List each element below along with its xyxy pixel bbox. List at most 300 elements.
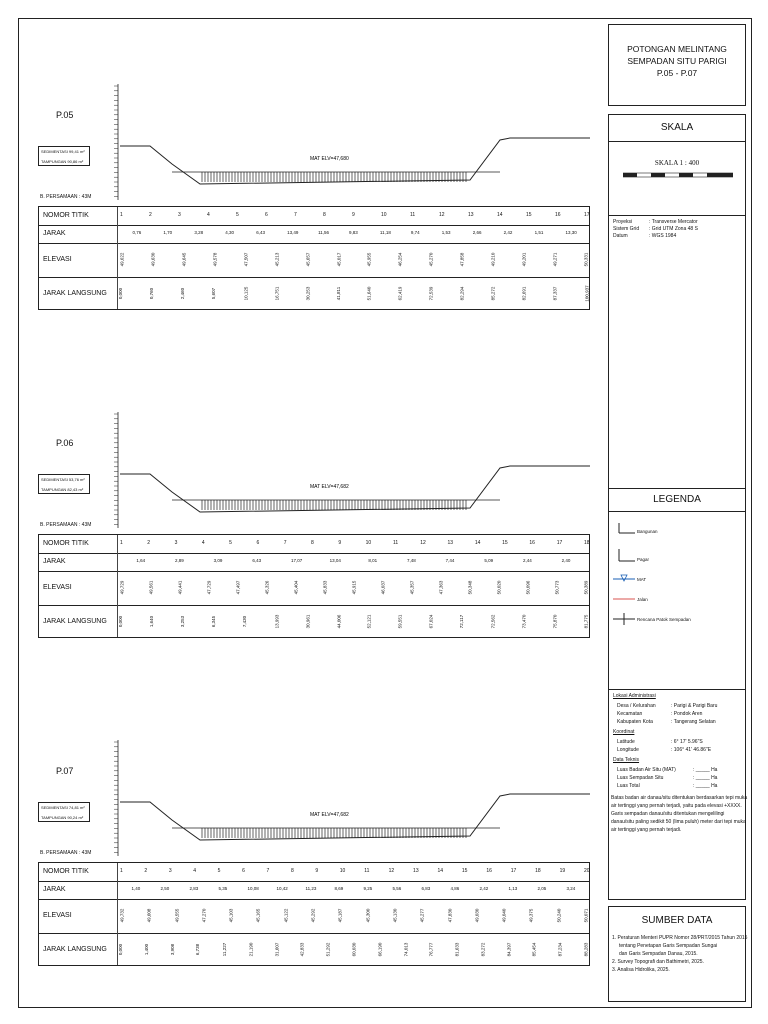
jarak-langsung-value: 87,234 bbox=[557, 942, 563, 957]
jarak-langsung-value: 44,006 bbox=[335, 614, 341, 629]
jarak-value: 13,30 bbox=[565, 230, 577, 235]
elevasi-value: 46,037 bbox=[380, 580, 386, 595]
point-number: 4 bbox=[193, 868, 197, 874]
elevasi-value: 49,441 bbox=[177, 580, 183, 595]
jarak-langsung-value: 72,539 bbox=[428, 286, 434, 301]
table-row-label: JARAK LANGSUNG bbox=[43, 618, 107, 625]
jarak-value: 11,56 bbox=[318, 230, 329, 235]
elevasi-value: 49,030 bbox=[474, 908, 480, 923]
jarak-langsung-value: 73,470 bbox=[521, 614, 527, 629]
jarak-langsung-value: 60,030 bbox=[351, 942, 357, 957]
point-number: 3 bbox=[178, 212, 181, 218]
elevasi-value: 46,254 bbox=[397, 252, 403, 267]
title-block bbox=[608, 24, 746, 106]
section-name: P.07 bbox=[56, 766, 74, 776]
table-row-label: ELEVASI bbox=[43, 256, 72, 263]
mat-label: MAT ELV=47,680 bbox=[310, 156, 349, 162]
point-number: 14 bbox=[497, 212, 503, 218]
jarak-value: 2,42 bbox=[479, 886, 489, 891]
source-header: SUMBER DATA bbox=[641, 915, 713, 926]
elevasi-value: 49,630 bbox=[150, 252, 156, 267]
elevasi-value: 45,915 bbox=[351, 580, 357, 595]
jarak-value: 7,44 bbox=[445, 558, 455, 563]
jarak-value: 11,23 bbox=[305, 886, 317, 891]
legend-divider bbox=[609, 689, 745, 690]
jarak-value: 1,13 bbox=[508, 886, 518, 891]
jarak-value: 1,51 bbox=[534, 230, 544, 235]
table-row-label: JARAK bbox=[43, 558, 66, 565]
jarak-langsung-value: 85,454 bbox=[531, 942, 537, 957]
note-line-4: danau/situ paling sedikit 50 (lima puluh) meter dari tepi muka bbox=[611, 819, 746, 825]
point-number: 8 bbox=[290, 868, 294, 874]
legend-block bbox=[608, 488, 746, 900]
point-number: 2 bbox=[147, 540, 151, 546]
point-number: 18 bbox=[584, 540, 590, 546]
jarak-value: 3,28 bbox=[194, 230, 204, 235]
elevasi-value: 49,210 bbox=[490, 252, 496, 267]
note-line-2: air tertinggi yang pernah terjadi, yaitu pada elevasi +XXXX. bbox=[611, 803, 742, 809]
table-row-divider bbox=[39, 933, 589, 934]
scale-header: SKALA bbox=[609, 115, 745, 142]
table-row-divider bbox=[39, 225, 589, 226]
jarak-value: 10,42 bbox=[276, 886, 288, 891]
lon-value: : 106° 41' 46.86"E bbox=[671, 747, 712, 753]
elevasi-value: 50,389 bbox=[583, 580, 589, 595]
elevasi-value: 45,017 bbox=[335, 252, 341, 267]
table-row-divider bbox=[39, 899, 589, 900]
jarak-langsung-value: 30,961 bbox=[304, 614, 310, 629]
table-row-label: ELEVASI bbox=[43, 912, 72, 919]
source-line-1: 1. Peraturan Menteri PUPR Nomor 28/PRT/2015 Tahun 2015 bbox=[612, 935, 748, 941]
area-summary bbox=[38, 474, 90, 494]
elevasi-value: 50,071 bbox=[583, 908, 589, 923]
section-table bbox=[38, 862, 590, 966]
jarak-value: 1,70 bbox=[163, 230, 173, 235]
mat-label: MAT ELV=47,682 bbox=[310, 812, 349, 818]
point-number: 12 bbox=[388, 868, 395, 874]
jarak-langsung-value: 3,253 bbox=[179, 615, 185, 628]
elevasi-value: 45,213 bbox=[274, 252, 280, 267]
jarak-value: 9,25 bbox=[363, 886, 373, 891]
jarak-value: 2,66 bbox=[472, 230, 482, 235]
sedimentasi-value: SEDIMENTASI 99,41 m² bbox=[41, 149, 85, 154]
title-line-1: POTONGAN MELINTANG bbox=[627, 44, 727, 54]
point-number: 11 bbox=[364, 868, 370, 874]
jarak-langsung-value: 83,272 bbox=[480, 942, 486, 957]
point-number: 3 bbox=[174, 540, 178, 546]
elevasi-value: 45,103 bbox=[228, 908, 234, 923]
elevasi-value: 47,830 bbox=[446, 908, 452, 923]
elevasi-value: 50,348 bbox=[467, 580, 473, 595]
point-number: 1 bbox=[120, 540, 123, 546]
jarak-langsung-value: 62,419 bbox=[397, 286, 403, 301]
jarak-value: 0,76 bbox=[132, 230, 142, 235]
table-row-divider bbox=[39, 553, 589, 554]
point-number: 1 bbox=[120, 212, 123, 218]
point-number: 20 bbox=[584, 868, 590, 874]
point-number: 10 bbox=[365, 540, 372, 546]
jarak-value: 11,18 bbox=[379, 230, 391, 235]
point-number: 12 bbox=[420, 540, 426, 546]
elevasi-value: 45,122 bbox=[283, 908, 289, 923]
jarak-langsung-value: 2,460 bbox=[179, 287, 185, 300]
note-line-1: Batas badan air danau/situ ditentukan berdasarkan tepi muka bbox=[611, 795, 748, 801]
source-line-3: dan Garis Sempadan Danau, 2015. bbox=[619, 951, 698, 957]
note-line-5: air tertinggi yang pernah terjadi. bbox=[611, 827, 682, 833]
lon-label: Longitude bbox=[617, 747, 639, 753]
total-area-value: : _____ Ha bbox=[693, 783, 718, 789]
table-row-divider bbox=[39, 881, 589, 882]
scale-bar bbox=[623, 171, 733, 179]
point-number: 2 bbox=[149, 212, 152, 218]
legend-bangunan: Bangunan bbox=[637, 529, 658, 534]
jarak-langsung-value: 41,811 bbox=[335, 286, 341, 301]
source-line-4: 2. Survey Topografi dan Bathimetri, 2025. bbox=[612, 959, 704, 965]
jarak-value: 4,86 bbox=[450, 886, 460, 891]
elevasi-value: 50,096 bbox=[525, 580, 531, 595]
jarak-value: 3,24 bbox=[566, 886, 576, 891]
point-number: 10 bbox=[381, 212, 387, 218]
elevasi-value: 45,165 bbox=[255, 908, 261, 923]
title-line-2: SEMPADAN SITU PARIGI bbox=[627, 56, 727, 66]
jarak-langsung-value: 13,993 bbox=[274, 614, 280, 629]
legend-mat: MAT bbox=[637, 577, 647, 582]
koordinat-title: Koordinat bbox=[613, 729, 635, 735]
jarak-langsung-value: 74,013 bbox=[402, 942, 408, 957]
jarak-value: 9,83 bbox=[349, 230, 358, 235]
mat-area-value: : _____ Ha bbox=[693, 767, 718, 773]
elevasi-value: 47,363 bbox=[438, 580, 444, 595]
section-table bbox=[38, 206, 590, 310]
jarak-langsung-value: 10,125 bbox=[243, 286, 249, 301]
jarak-langsung-value: 76,777 bbox=[428, 942, 434, 957]
grid-value: : Grid UTM Zona 48 S bbox=[649, 226, 698, 232]
point-number: 5 bbox=[217, 868, 221, 874]
elevasi-value: 49,732 bbox=[119, 908, 125, 923]
point-number: 18 bbox=[535, 868, 541, 874]
tampungan-value: TAMPUNGAN 82,43 m² bbox=[41, 487, 84, 492]
scale-divider bbox=[609, 215, 745, 216]
mat-label: MAT ELV=47,682 bbox=[310, 484, 349, 490]
jarak-langsung-value: 84,397 bbox=[506, 942, 512, 957]
section-profile bbox=[90, 408, 590, 538]
jarak-langsung-value: 85,272 bbox=[490, 286, 496, 301]
jarak-value: 1,53 bbox=[441, 230, 451, 235]
point-number: 9 bbox=[315, 868, 319, 874]
elevasi-value: 45,404 bbox=[293, 580, 299, 595]
kec-value: : Pondok Aren bbox=[671, 711, 703, 717]
point-number: 16 bbox=[555, 212, 561, 218]
point-number: 14 bbox=[437, 868, 444, 874]
jarak-value: 2,42 bbox=[503, 230, 513, 235]
legend-patok: Rencana Patok Sempadan bbox=[637, 617, 691, 622]
jarak-langsung-value: 30,253 bbox=[304, 286, 310, 301]
elevasi-value: 45,292 bbox=[310, 908, 316, 923]
grid-label: Sistem Grid bbox=[613, 226, 640, 232]
sempadan-area-value: : _____ Ha bbox=[693, 775, 718, 781]
elevasi-value: 50,020 bbox=[496, 580, 502, 595]
jarak-langsung-value: 0,000 bbox=[118, 615, 124, 628]
elevasi-value: 50,331 bbox=[583, 252, 589, 267]
jarak-value: 8,01 bbox=[368, 558, 378, 563]
jarak-langsung-value: 81,775 bbox=[583, 614, 589, 629]
jarak-langsung-value: 1,400 bbox=[143, 943, 149, 956]
elevasi-value: 47,507 bbox=[243, 252, 249, 267]
elevasi-value: 47,270 bbox=[201, 908, 207, 923]
jarak-langsung-value: 5,607 bbox=[210, 287, 216, 300]
elevasi-value: 49,201 bbox=[521, 252, 527, 267]
tampungan-value: TAMPUNGAN 90,24 m² bbox=[41, 815, 84, 820]
lokasi-title: Lokasi Administrasi bbox=[613, 693, 656, 699]
jarak-value: 8,69 bbox=[334, 886, 344, 891]
jarak-value: 7,48 bbox=[407, 558, 416, 563]
title-line-3: P.05 - P.07 bbox=[656, 68, 698, 78]
lat-label: Latitude bbox=[617, 739, 635, 745]
point-number: 4 bbox=[207, 212, 210, 218]
total-area-label: Luas Total bbox=[617, 783, 640, 789]
table-row-label: ELEVASI bbox=[43, 584, 72, 591]
section-profile bbox=[90, 80, 590, 210]
point-number: 5 bbox=[236, 212, 239, 218]
elevasi-value: 50,773 bbox=[554, 580, 560, 595]
table-row-label: NOMOR TITIK bbox=[43, 540, 89, 547]
elevasi-value: 49,608 bbox=[146, 908, 152, 923]
point-number: 1 bbox=[120, 868, 123, 874]
jarak-langsung-value: 66,190 bbox=[377, 942, 383, 957]
datum-label: Datum bbox=[613, 233, 628, 239]
elevasi-value: 47,497 bbox=[235, 580, 241, 595]
jarak-value: 6,43 bbox=[252, 558, 262, 563]
jarak-value: 2,05 bbox=[537, 886, 547, 891]
kab-label: Kabupaten Kota bbox=[617, 719, 653, 725]
elevasi-value: 45,657 bbox=[304, 252, 310, 267]
elevasi-value: 49,555 bbox=[173, 908, 179, 923]
projection-value: : Transverse Mercator bbox=[649, 219, 698, 225]
jarak-langsung-value: 82,691 bbox=[521, 286, 527, 301]
legend-header: LEGENDA bbox=[609, 489, 745, 512]
table-row-label: JARAK LANGSUNG bbox=[43, 946, 107, 953]
legend-jalan: Jalan bbox=[637, 597, 648, 602]
elevasi-value: 49,622 bbox=[119, 252, 125, 267]
elevasi-value: 49,271 bbox=[552, 252, 558, 267]
jarak-value: 2,89 bbox=[175, 558, 184, 563]
lat-value: : 6° 17' 5.96"S bbox=[671, 739, 703, 745]
desa-value: : Parigi & Parigi Baru bbox=[671, 703, 718, 709]
elevasi-value: 47,858 bbox=[459, 252, 465, 267]
jarak-langsung-value: 75,870 bbox=[552, 614, 558, 629]
scale-ratio: SKALA 1 : 400 bbox=[654, 159, 700, 167]
elevasi-value: 45,187 bbox=[337, 908, 343, 923]
jarak-value: 4,30 bbox=[225, 230, 235, 235]
point-number: 6 bbox=[256, 540, 260, 546]
jarak-value: 6,43 bbox=[256, 230, 265, 235]
legend-symbols bbox=[611, 519, 641, 659]
persamaan-label: B. PERSAMAAN : 43M bbox=[40, 850, 92, 856]
point-number: 17 bbox=[556, 540, 563, 546]
table-row-divider bbox=[39, 605, 589, 606]
jarak-langsung-value: 52,121 bbox=[366, 614, 372, 629]
table-row-label: NOMOR TITIK bbox=[43, 868, 89, 875]
jarak-value: 13,49 bbox=[287, 230, 299, 235]
jarak-value: 6,83 bbox=[421, 886, 431, 891]
jarak-langsung-value: 11,227 bbox=[222, 942, 228, 957]
jarak-langsung-value: 42,833 bbox=[299, 942, 305, 957]
table-row-divider bbox=[39, 571, 589, 572]
jarak-langsung-value: 16,751 bbox=[274, 286, 280, 301]
jarak-langsung-value: 51,640 bbox=[366, 286, 372, 301]
persamaan-label: B. PERSAMAAN : 43M bbox=[40, 194, 92, 200]
elevasi-value: 49,375 bbox=[528, 908, 534, 923]
jarak-value: 17,07 bbox=[291, 558, 303, 563]
teknis-title: Data Teknis bbox=[613, 757, 640, 763]
jarak-value: 2,50 bbox=[160, 886, 170, 891]
kec-label: Kecamatan bbox=[617, 711, 643, 717]
point-number: 9 bbox=[338, 540, 342, 546]
point-number: 13 bbox=[413, 868, 419, 874]
elevasi-value: 49,578 bbox=[212, 252, 218, 267]
point-number: 14 bbox=[474, 540, 481, 546]
point-number: 3 bbox=[168, 868, 172, 874]
jarak-value: 2,44 bbox=[523, 558, 532, 563]
legend-pagar: Pagar bbox=[637, 557, 650, 562]
point-number: 2 bbox=[144, 868, 148, 874]
elevasi-value: 45,357 bbox=[409, 580, 415, 595]
scale-block bbox=[608, 114, 746, 490]
jarak-langsung-value: 51,292 bbox=[325, 942, 331, 957]
source-line-2: tentang Penetapan Garis Sempadan Sungai bbox=[619, 943, 718, 949]
point-number: 7 bbox=[294, 212, 297, 218]
desa-label: Desa / Kelurahan bbox=[617, 703, 656, 709]
elevasi-value: 49,729 bbox=[119, 580, 125, 595]
persamaan-label: B. PERSAMAAN : 43M bbox=[40, 522, 92, 528]
point-number: 6 bbox=[242, 868, 245, 874]
table-row-divider bbox=[39, 277, 589, 278]
point-number: 4 bbox=[201, 540, 205, 546]
jarak-langsung-value: 6,345 bbox=[210, 615, 216, 628]
elevasi-value: 45,326 bbox=[264, 580, 270, 595]
jarak-langsung-value: 87,337 bbox=[552, 286, 558, 301]
point-number: 8 bbox=[323, 212, 326, 218]
elevasi-value: 45,270 bbox=[428, 252, 434, 267]
jarak-langsung-value: 31,607 bbox=[274, 942, 280, 957]
section-name: P.06 bbox=[56, 438, 74, 448]
sedimentasi-value: SEDIMENTASI 74,81 m² bbox=[41, 805, 85, 810]
section-table bbox=[38, 534, 590, 638]
point-number: 15 bbox=[526, 212, 532, 218]
elevasi-value: 49,040 bbox=[501, 908, 507, 923]
jarak-langsung-value: 82,294 bbox=[459, 286, 465, 301]
jarak-langsung-value: 81,633 bbox=[454, 942, 460, 957]
section-name: P.05 bbox=[56, 110, 74, 120]
jarak-langsung-value: 1,640 bbox=[149, 615, 155, 628]
table-row-divider bbox=[39, 243, 589, 244]
elevasi-value: 49,645 bbox=[181, 252, 187, 267]
table-row-label: JARAK bbox=[43, 886, 66, 893]
jarak-value: 3,09 bbox=[213, 558, 223, 563]
elevasi-value: 47,729 bbox=[206, 580, 212, 595]
point-number: 13 bbox=[468, 212, 474, 218]
jarak-value: 2,83 bbox=[189, 886, 199, 891]
elevasi-value: 49,561 bbox=[148, 580, 154, 595]
point-number: 16 bbox=[486, 868, 492, 874]
kab-value: : Tangerang Selatan bbox=[671, 719, 716, 725]
jarak-langsung-value: 72,562 bbox=[490, 614, 496, 629]
jarak-value: 13,04 bbox=[329, 558, 341, 563]
tampungan-value: TAMPUNGAN 90,86 m² bbox=[41, 159, 84, 164]
jarak-value: 1,64 bbox=[136, 558, 146, 563]
jarak-langsung-value: 7,430 bbox=[241, 615, 247, 628]
jarak-langsung-value: 67,024 bbox=[428, 614, 434, 629]
point-number: 11 bbox=[410, 212, 416, 218]
point-number: 5 bbox=[229, 540, 232, 546]
point-number: 13 bbox=[447, 540, 454, 546]
point-number: 15 bbox=[461, 868, 468, 874]
table-row-label: JARAK LANGSUNG bbox=[43, 290, 107, 297]
point-number: 7 bbox=[266, 868, 270, 874]
datum-value: : WGS 1984 bbox=[649, 233, 677, 239]
jarak-langsung-value: 21,190 bbox=[248, 942, 254, 957]
point-number: 10 bbox=[339, 868, 346, 874]
point-number: 11 bbox=[392, 540, 399, 546]
mat-area-label: Luas Badan Air Situ (MAT) bbox=[617, 767, 676, 773]
jarak-langsung-value: 100,937 bbox=[584, 285, 590, 302]
point-number: 15 bbox=[502, 540, 508, 546]
elevasi-value: 45,833 bbox=[322, 580, 328, 595]
point-number: 19 bbox=[559, 868, 566, 874]
point-number: 16 bbox=[529, 540, 535, 546]
point-number: 9 bbox=[352, 212, 355, 218]
point-number: 17 bbox=[510, 868, 517, 874]
source-line-5: 3. Analisa Hidrolika, 2025. bbox=[612, 967, 670, 973]
jarak-value: 2,40 bbox=[561, 558, 571, 563]
projection-label: Proyeksi bbox=[613, 219, 633, 225]
jarak-langsung-value: 59,551 bbox=[397, 614, 403, 629]
jarak-value: 5,09 bbox=[484, 558, 494, 563]
jarak-langsung-value: 0,000 bbox=[118, 943, 124, 956]
table-row-label: NOMOR TITIK bbox=[43, 212, 89, 219]
jarak-langsung-value: 3,908 bbox=[169, 943, 175, 956]
jarak-value: 1,40 bbox=[131, 886, 141, 891]
source-block bbox=[608, 906, 746, 1002]
area-summary bbox=[38, 146, 90, 166]
area-summary bbox=[38, 802, 90, 822]
elevasi-value: 45,277 bbox=[419, 908, 425, 923]
point-number: 7 bbox=[283, 540, 287, 546]
elevasi-value: 45,300 bbox=[365, 908, 371, 923]
point-number: 17 bbox=[584, 212, 590, 218]
jarak-value: 5,56 bbox=[392, 886, 402, 891]
point-number: 6 bbox=[265, 212, 268, 218]
elevasi-value: 50,240 bbox=[556, 908, 562, 923]
jarak-langsung-value: 6,738 bbox=[195, 943, 201, 956]
note-line-3: Garis sempadan danau/situ ditentukan mengelilingi bbox=[611, 811, 725, 817]
point-number: 12 bbox=[439, 212, 445, 218]
elevasi-value: 45,955 bbox=[366, 252, 372, 267]
point-number: 8 bbox=[311, 540, 314, 546]
jarak-value: 9,74 bbox=[410, 230, 420, 235]
jarak-langsung-value: 72,117 bbox=[459, 614, 465, 629]
jarak-langsung-value: 88,283 bbox=[583, 942, 589, 957]
jarak-langsung-value: 0,000 bbox=[118, 287, 124, 300]
jarak-value: 5,35 bbox=[218, 886, 228, 891]
jarak-value: 10,08 bbox=[247, 886, 259, 891]
section-profile bbox=[90, 736, 590, 866]
elevasi-value: 45,130 bbox=[392, 908, 398, 923]
jarak-langsung-value: 0,760 bbox=[149, 287, 155, 300]
sedimentasi-value: SEDIMENTASI 53,76 m² bbox=[41, 477, 85, 482]
sempadan-area-label: Luas Sempadan Situ bbox=[617, 775, 664, 781]
table-row-label: JARAK bbox=[43, 230, 66, 237]
